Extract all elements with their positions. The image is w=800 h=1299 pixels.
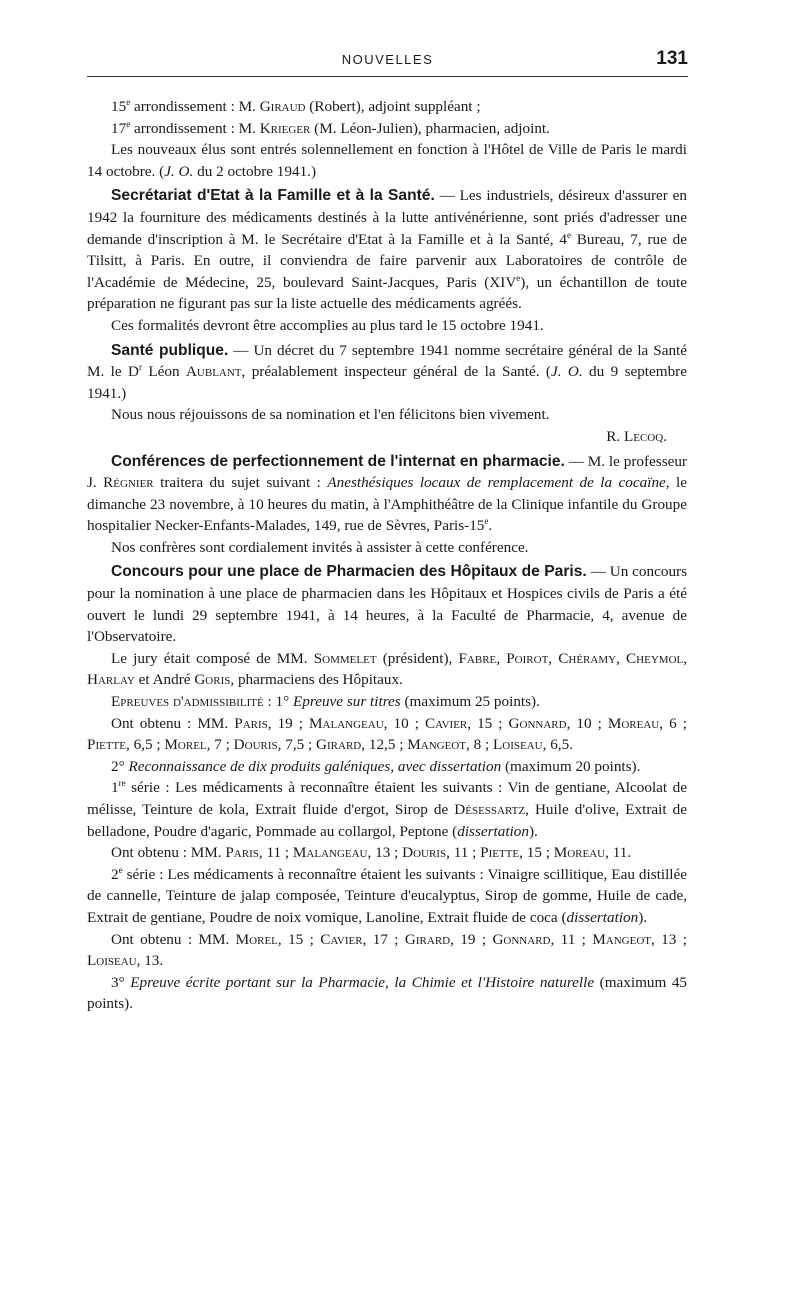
paragraph-resultats-serie-1: Ont obtenu : MM. Paris, 11 ; Malangeau, 13 ; Douris, 11 ; Piette, 15 ; Moreau, 11. <box>111 844 632 862</box>
paragraph-installation: Les nouveaux élus sont entrés solennellement en fonction à l'Hôtel de Ville de Paris le mardi 14 octobre. (J. O. du 2 octobre 1941.) <box>87 141 687 180</box>
section-concours: Concours pour une place de Pharmacien des Hôpitaux de Paris. — Un concours pour la nomination à une place de pharmacien dans les Hôpitaux et Hospices civils de Paris a été ouvert le lundi 29 septembre 1941, à 14 heures, à la Faculté de Pharmacie, 4, avenue de l'Observatoire. <box>87 563 688 646</box>
page-number: 131 <box>656 48 688 69</box>
section-heading: Secrétariat d'Etat à la Famille et à la Santé. <box>111 187 435 205</box>
signature: R. Lecoq. <box>606 427 667 445</box>
section-secretariat: Secrétariat d'Etat à la Famille et à la Santé. — Les industriels, désireux d'assurer en 1942 la fourniture des médicaments destinés à la lutte antivénérienne, sont priés d'adresser une demande d'inscription à M. le Secrétaire d'Etat à la Famille et à la Santé, 4e Bureau, 7, rue de Tilsitt, à Paris. En outre, il conviendra de faire parvenir aux Laboratoires de contrôle de l'Académie de Médecine, 25, boulevard Saint-Jacques, Paris (XIVe), un échantillon de toute préparation ne figurant pas sur la liste actuelle des médicaments agréés. <box>87 187 687 313</box>
paragraph-formalites: Ces formalités devront être accomplies au plus tard le 15 octobre 1941. <box>111 316 544 334</box>
paragraph-epreuves-admissibilite: Epreuves d'admissibilité : 1° Epreuve sur titres (maximum 25 points). <box>111 693 540 711</box>
paragraph-felicitations: Nous nous réjouissons de sa nomination et l'en félicitons bien vivement. <box>111 406 550 424</box>
running-head <box>87 48 688 72</box>
paragraph-jury: Le jury était composé de MM. Sommelet (président), Fabre, Poirot, Chéramy, Cheymol, Harlay et André Goris, pharmaciens des Hôpitaux. <box>87 649 688 689</box>
paragraph-resultats-serie-2: Ont obtenu : MM. Morel, 15 ; Cavier, 17 ; Girard, 19 ; Gonnard, 11 ; Mangeot, 13 ; Loiseau, 13. <box>87 930 687 970</box>
section-sante-publique: Santé publique. — Un décret du 7 septembre 1941 nomme secrétaire général de la Santé M. le $D^r$ Léon Aublant, préalablement inspecteur général de la Santé. (J. O. du 9 septembre 1941.) <box>87 341 688 402</box>
paragraph-resultats-titres: Ont obtenu : MM. Paris, 19 ; Malangeau, 10 ; Cavier, 15 ; Gonnard, 10 ; Moreau, 6 ; Piette, 6,5 ; Morel, 7 ; Douris, 7,5 ; Girard, 12,5 ; Mangeot, 8 ; Loiseau, 6,5. <box>87 714 687 754</box>
section-conferences: Conférences de perfectionnement de l'internat en pharmacie. — M. le professeur J. Régnier traitera du sujet suivant : Anesthésiques locaux de remplacement de la cocaïne, le dimanche 23 novembre, à 10 heures du matin, à l'Amphithéâtre de la Clinique infantile du Groupe hospitalier Necker-Enfants-Malades, 149, rue de Sèvres, Paris-15e. <box>87 452 687 535</box>
paragraph-arrondissement-17: 17e arrondissement : M. Krieger (M. Léon-Julien), pharmacien, adjoint. <box>111 118 550 137</box>
header-rule <box>87 76 688 77</box>
paragraph-epreuve-ecrite: 3° Epreuve écrite portant sur la Pharmacie, la Chimie et l'Histoire naturelle (maximum 45 points). <box>87 973 688 1013</box>
article-body <box>87 96 687 1015</box>
paragraph-reconnaissance: 2° Reconnaissance de dix produits galéniques, avec dissertation (maximum 20 points). <box>111 757 641 775</box>
running-head-title: NOUVELLES <box>341 52 434 67</box>
section-heading: Conférences de perfectionnement de l'internat en pharmacie. <box>111 452 565 470</box>
paragraph-serie-2: 2e série : Les médicaments à reconnaître étaient les suivants : Vinaigre scillitique, Eau distillée de cannelle, Teinture de jalap composée, Teinture d'eucalyptus, Sirop de gomme, Huile de cade, Extrait de gentiane, Poudre de noix vomique, Lanoline, Extrait fluide de coca (dissertation). <box>87 864 687 926</box>
section-heading: Concours pour une place de Pharmacien des Hôpitaux de Paris. <box>111 563 587 581</box>
paragraph-arrondissement-15: 15e arrondissement : M. Giraud (Robert), adjoint suppléant ; <box>111 96 481 115</box>
paragraph-invitation: Nos confrères sont cordialement invités à assister à cette conférence. <box>111 538 529 556</box>
paragraph-serie-1: 1re série : Les médicaments à reconnaître étaient les suivants : Vin de gentiane, Alcoolat de mélisse, Teinture de kola, Extrait fluide d'ergot, Sirop de Désessartz, Huile d'olive, Extrait de belladone, Poudre d'agaric, Pommade au collargol, Peptone (dissertation). <box>87 778 687 840</box>
section-heading: Santé publique. <box>111 341 229 359</box>
